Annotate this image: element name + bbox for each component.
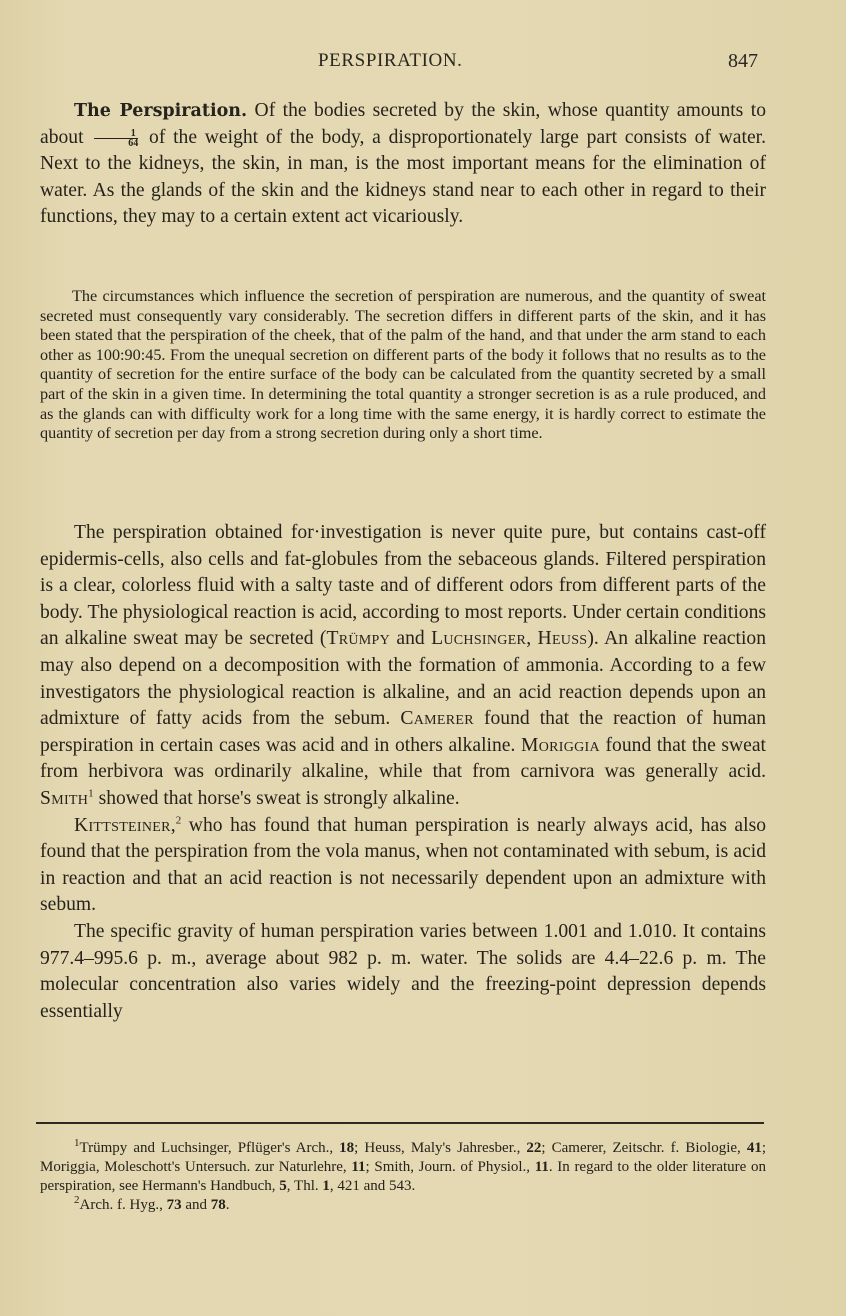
author-luchsinger: Luchsinger [431,628,527,650]
footnote-ref-1[interactable]: 1 [88,787,94,800]
footnote-text: ; Smith, Journ. of Physiol., [365,1159,535,1175]
body-text: found that the reaction of human perspiration in certain cases was acid and in others alkaline. [40,708,767,756]
body-text: found that the sweat from herbivora was ordinarily alkaline, while that from carnivora was generally acid. [40,734,766,783]
footnote-1 [40,1139,766,1196]
body-text: and [390,628,432,650]
footnote-text: ; Moriggia, Moleschott's Untersuch. zur Naturlehre, [40,1140,766,1175]
footnote-text: Trümpy and Luchsinger, Pflüger's Arch., [79,1140,340,1156]
author-moriggia: Moriggia [520,734,600,756]
footnote-text: , 421 and 543. [329,1178,416,1194]
volume-number: 18 [339,1140,355,1156]
footnote-text: . In regard to the older literature on perspiration, see Hermann's Handbuch, [40,1159,766,1194]
author-trumpy: Trümpy [326,628,391,650]
volume-number: 73 [166,1197,182,1213]
running-head [0,50,846,74]
footnote-text: ; Camerer, Zeitschr. f. Biologie, [541,1140,747,1156]
author-camerer: Camerer [400,708,474,730]
footnote-text: and [181,1197,211,1213]
volume-number: 11 [534,1159,549,1175]
author-heuss: Heuss [537,628,588,650]
section-heading: The Perspiration. [74,101,248,121]
page-number: 847 [728,50,758,72]
footnote-text: , Thl. [286,1178,323,1194]
volume-number: 78 [210,1197,226,1213]
footnote-text: Arch. f. Hyg., [79,1197,167,1213]
small-print-text: The circumstances which influence the secretion of perspiration are numerous, and the quantity of sweat secreted must consequently vary considerably. The secretion differs in different parts of the skin, and it has been stated that the perspiration of the cheek, that of the palm of the hand, and that under the arm stand to each other as 100:90:45. From the unequal secretion on different parts of the body it follows that no results as to the quantity of secretion for the entire surface of the body can be calculated from the quantity secreted by a small part of the skin in a given time. In determining the total quantity a stronger secretion is as a rule produced, and as the glands can with difficulty work for a long time with the same energy, it is hardly correct to estimate the quantity of secretion per day from a strong secretion during only a short time. [40,287,766,443]
footnote-text: . [225,1197,230,1213]
intro-text-a: Of the bodies secreted by the skin, whose quantity amounts to about [40,100,766,148]
volume-number: 5 [279,1178,287,1194]
body-paragraph-reaction: The perspiration obtained for·investigation is never quite pure, but contains cast-off epidermis-cells, also cells and fat-globules from the sebaceous glands. Filtered perspiration is a clear, colorless fluid with a salty taste and of different odors from different parts of the body. The physiological reaction is acid, according to most reports. Under certain conditions an alkaline sweat may be secreted (Trümpy and Luchsinger, Heuss). An alkaline reaction may also depend on a decomposition with the formation of ammonia. According to a few investigators the physiological reaction is alkaline, and an acid reaction depends upon an admixture of fatty acids from the sebum. Camerer found that the reaction of human perspiration in certain cases was acid and in others alkaline. Moriggia found that the sweat from herbivora was ordinarily alkaline, while that from carnivora was generally acid. Smith$^1$ showed that horse's sweat is strongly alkaline. Kittsteiner,$^2$ who has found that human perspiration is nearly always acid, has also found that the perspiration from the vola manus, when not contaminated with sebum, is acid in reaction and that an acid reaction is not necessarily dependent upon an admixture with sebum. The specific gravity of human perspiration varies between 1.001 and 1.010. It contains 977.4–995.6 p. m., average about 982 p. m. water. The solids are 4.4–22.6 p. m. The molecular concentration also varies widely and the freezing-point depression depends essentially [40,520,766,1025]
running-title: PERSPIRATION. [318,50,463,71]
footnote-ref-2[interactable]: 2 [175,814,182,826]
body-text: showed that horse's sweat is strongly alkaline. [93,787,460,809]
fraction: $\frac{1}{64}$ [94,129,138,148]
body-text: ). An alkaline reaction may also depend on a decomposition with the formation of ammonia. According to a few investigators the physiological reaction is alkaline, and an acid reaction depends upon an admixture of fatty acids from the sebum. [40,628,766,730]
small-print-paragraph [40,287,766,444]
intro-paragraph [40,98,766,231]
footnote-marker: 2 [74,1194,80,1206]
intro-text-b: of the weight of the body, a disproportionately large part consists of water. Next to the kidneys, the skin, in man, is the most important means for the elimination of water. As the glands of the skin and the kidneys stand near to each other in regard to their functions, they may to a certain extent act vicariously. [40,126,766,228]
volume-number: 11 [351,1159,366,1175]
volume-number: 22 [526,1140,542,1156]
specific-gravity-paragraph: The specific gravity of human perspiration varies between 1.001 and 1.010. It contains 977.4–995.6 p. m., average about 982 p. m. water. The solids are 4.4–22.6 p. m. The molecular concentration also varies widely and the freezing-point depression depends essentially [40,920,766,1022]
author-smith: Smith [40,787,89,809]
author-kittsteiner: Kittsteiner [74,814,171,836]
volume-number: 1 [322,1178,330,1194]
footnotes [40,1139,766,1215]
footnote-divider [36,1122,764,1124]
volume-number: 41 [746,1140,762,1156]
footnote-text: ; Heuss, Maly's Jahresber., [354,1140,527,1156]
footnote-2 [40,1196,766,1215]
body-text: , [526,628,538,650]
body-text: who has found that human perspiration is nearly always acid, has also found that the perspiration from the vola manus, when not contaminated with sebum, is acid in reaction and that an acid reaction is not necessarily dependent upon an admixture with sebum. [40,814,766,916]
body-text: The perspiration obtained for·investigation is never quite pure, but contains cast-off epidermis-cells, also cells and fat-globules from the sebaceous glands. Filtered perspiration is a clear, colorless fluid with a salty taste and of different odors from different parts of the body. The physiological reaction is acid, according to most reports. Under certain conditions an alkaline sweat may be secreted ( [40,522,766,650]
footnote-marker: 1 [74,1137,80,1149]
